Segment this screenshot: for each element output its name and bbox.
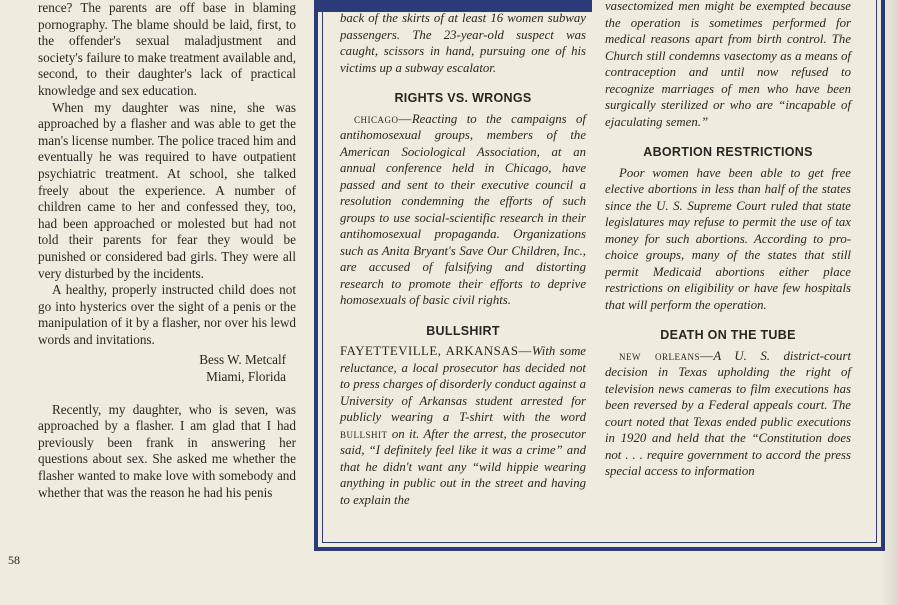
headline-rights-vs-wrongs: RIGHTS VS. WRONGS <box>394 91 532 105</box>
news-column-middle <box>340 10 586 508</box>
news-column-right <box>605 0 851 480</box>
news-paragraph: chicago—Reacting to the campaigns of antihomosexual groups, members of the American Sociological Association, at an annual conference held in Chicago, have passed and sent to their executive council a resolution condemning the efforts of such groups to use social-scientific research in their antihomosexual propaganda. Organizations such as Anita Bryant's Save Our Children, Inc., are accused of falsifying and distorting research to promote their efforts to deprive homosexuals of basic civil rights. <box>340 111 586 307</box>
news-paragraph: new orleans—A U. S. district-court decision in Texas upholding the right of television news cameras to film executions has been reversed by a Federal appeals court. The court noted that Texas ended public executions in 1920 and held that the “Constitution does not . . . require government to accord the press special access to information <box>605 348 851 478</box>
letter-signature-name: Bess W. Metcalf <box>199 352 286 368</box>
news-paragraph: Poor women have been able to get free elective abortions in less than half of the states since the U. S. Supreme Court ruled that state legislatures may refuse to permit the use of tax money for such abortions. According to pro-choice groups, many of the states that still permit Medicaid abortions either place restrictions on eligibility or have few hospitals that will perform the operation. <box>605 165 851 312</box>
news-paragraph: vasectomized men might be exempted because the operation is sometimes performed for medical reasons apart from birth control. The Church still condemns vasectomy as a means of contraception and until now refused to recognize marriages of men who have been surgically sterilized or who are “incapable of ejaculating semen.” <box>605 0 851 129</box>
headline-death-on-the-tube: DEATH ON THE TUBE <box>660 328 796 342</box>
news-paragraph: back of the skirts of at least 16 women subway passengers. The 23-year-old suspect was caught, scissors in hand, pursuing one of his victims up a subway escalator. <box>340 11 586 75</box>
letter-paragraph: rence? The parents are off base in blaming pornography. The blame should be laid, first, to the offender's sexual maladjustment and society's failure to make treatment available and, second, to their daughter's lack of practical knowledge and sex education. <box>38 0 296 98</box>
dateline: FAYETTEVILLE, ARKANSAS— <box>340 344 532 358</box>
page-number: 58 <box>8 553 20 567</box>
headline-bullshirt: BULLSHIRT <box>426 323 500 338</box>
dateline: new orleans— <box>619 348 714 363</box>
letter-paragraph: A healthy, properly instructed child does not go into hysterics over the sight of a penis or the manipulation of it by a flasher, nor over his lewd words and invitations. <box>38 282 296 347</box>
dateline: chicago— <box>354 111 412 126</box>
letter-paragraph: When my daughter was nine, she was approached by a flasher and was able to get the man's license number. The police traced him and eventually he was required to have outpatient psychiatric treatment. At school, she talked freely about the experience. A number of children came to her and confessed they, too, had been approached or molested but had not told their parents for fear they would be punished or considered bad girls. They were all very disturbed by the incidents. <box>38 99 296 281</box>
letter-signature-place: Miami, Florida <box>206 369 286 385</box>
letter-paragraph: Recently, my daughter, who is seven, was approached by a flasher. I am glad that I had previously been frank in answering her questions about sex. She asked me whether the flasher wanted to make love with somebody and whether that was the reason he had his penis <box>38 401 296 500</box>
page-edge-shade <box>880 0 898 605</box>
headline-abortion-restrictions: ABORTION RESTRICTIONS <box>643 145 813 159</box>
letters-column <box>38 0 296 501</box>
news-paragraph: FAYETTEVILLE, ARKANSAS—With some reluctance, a local prosecutor has decided not to press charges of disorderly conduct against a University of Arkansas student arrested for publicly wearing a T-shirt with the word bullshit on it. After the arrest, the prosecutor said, “I definitely feel like it was a crime” and that he didn't want any “wild hippie wearing anything in public out in the street and having to explain the <box>340 344 586 507</box>
